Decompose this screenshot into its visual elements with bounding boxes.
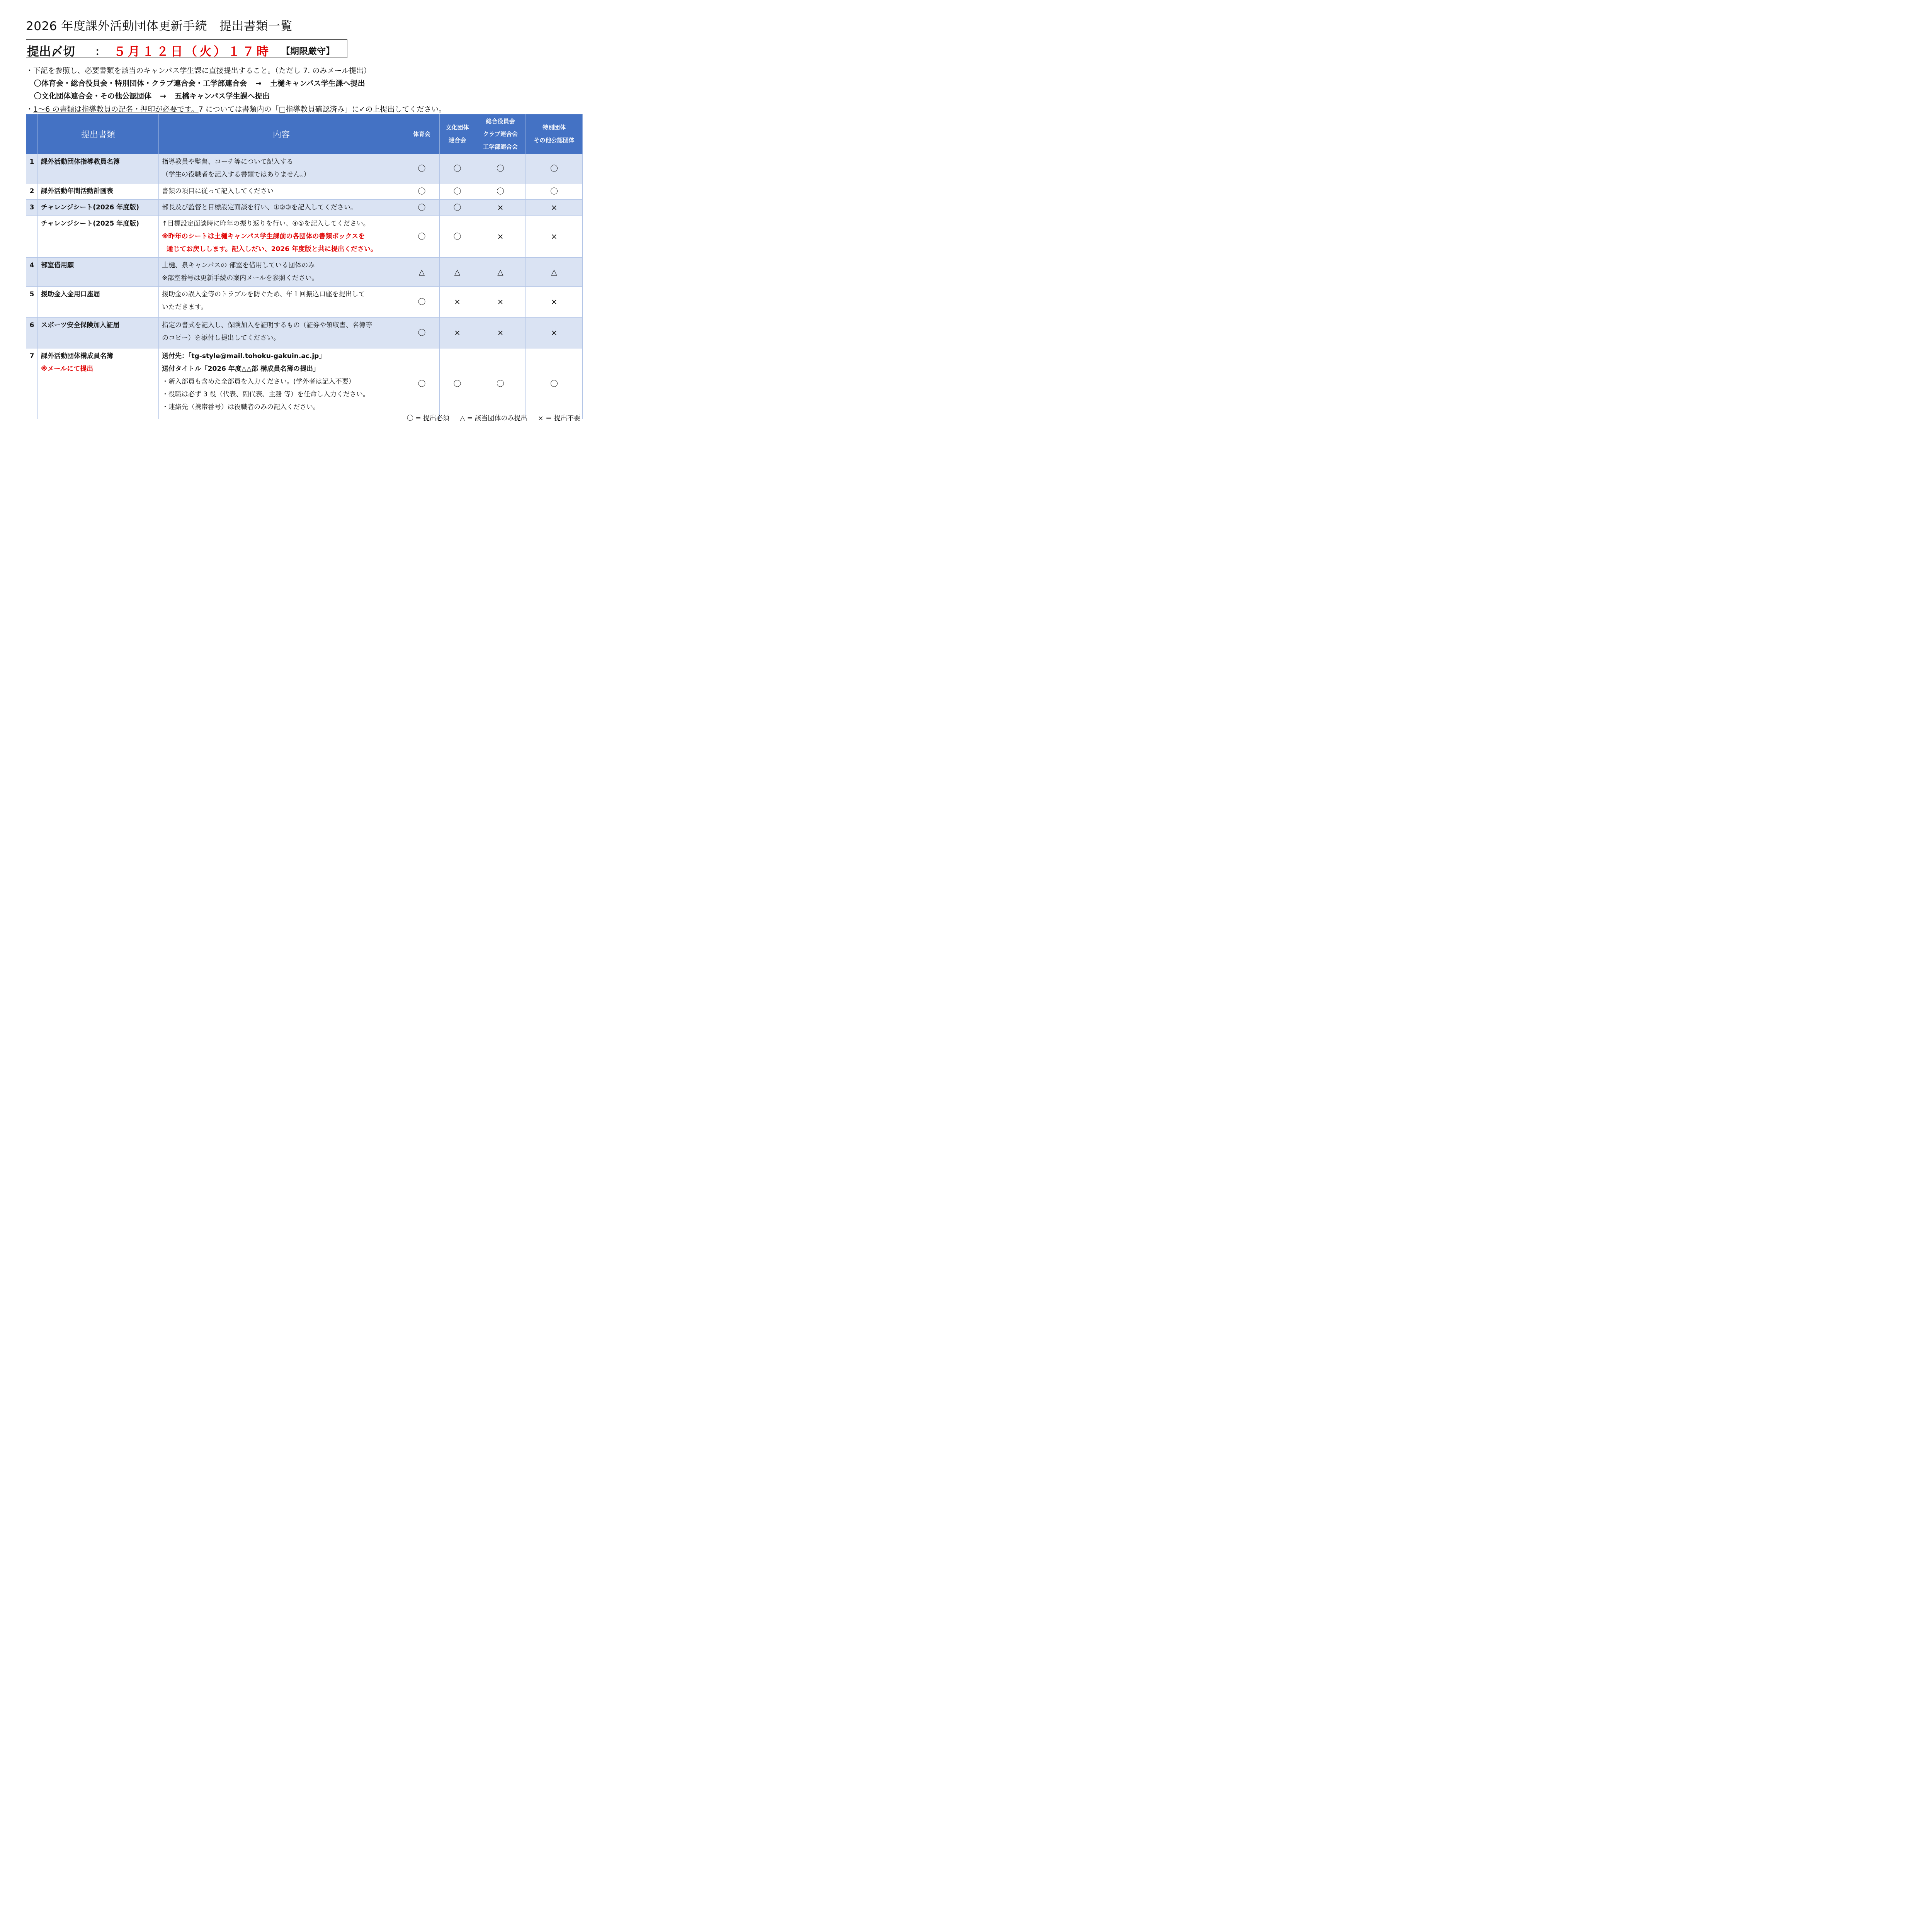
row-number: 6 (26, 318, 38, 348)
mark-tokubetsu: 〇 (526, 154, 583, 183)
seal-requirement-note: 1～6 の書類は指導教員の記名・押印が必要です。 (33, 105, 199, 114)
table-row (26, 216, 583, 258)
mark-bunka: 〇 (440, 216, 475, 258)
mark-sogo: × (475, 287, 526, 318)
table-header-row (26, 114, 583, 154)
legend-conditional: △ = 該当団体のみ提出 (460, 415, 527, 422)
document-name: スポーツ安全保険加入証届 (38, 318, 159, 348)
itsutsubashi-destination: 五橋キャンパス学生課へ提出 (174, 92, 270, 100)
row-number: 7 (26, 348, 38, 419)
mark-taiikukai: 〇 (404, 216, 440, 258)
header-tokubetsu: 特別団体 その他公認団体 (526, 114, 583, 154)
document-name: 援助金入金用口座届 (38, 287, 159, 318)
instruction-line-3 (34, 90, 270, 101)
header-document: 提出書類 (38, 114, 159, 154)
document-name: 課外活動団体指導教員名簿 (38, 154, 159, 183)
instruction-line-1: ・下記を参照し、必要書類を該当のキャンパス学生課に直接提出すること。（ただし 7. のみメール提出） (26, 66, 371, 75)
deadline-date: ５月１２日（火）１７時 (114, 45, 271, 59)
row-number: 1 (26, 154, 38, 183)
itsutsubashi-groups: 〇文化団体連合会・その他公認団体 (34, 92, 152, 100)
table-row (26, 200, 583, 216)
document-content: 部長及び監督と目標設定面談を行い、①②③を記入してください。 (159, 200, 404, 216)
table-row (26, 258, 583, 287)
mark-sogo: △ (475, 258, 526, 287)
header-number (26, 114, 38, 154)
mark-sogo: 〇 (475, 183, 526, 200)
header-sogo: 総合役員会 クラブ連合会 工学部連合会 (475, 114, 526, 154)
mark-bunka: 〇 (440, 200, 475, 216)
mark-tokubetsu: 〇 (526, 183, 583, 200)
table-row (26, 183, 583, 200)
deadline-note: 【期限厳守】 (281, 46, 335, 56)
document-name: チャレンジシート(2025 年度版) (38, 216, 159, 258)
document-content: 書類の項目に従って記入してください (159, 183, 404, 200)
mark-sogo: × (475, 216, 526, 258)
instruction-line-4: ・1～6 の書類は指導教員の記名・押印が必要です。7 については書類内の「□指導教員確認済み」に✓の上提出してください。 (26, 105, 446, 114)
row-number (26, 216, 38, 258)
header-bunka: 文化団体 連合会 (440, 114, 475, 154)
mark-tokubetsu: × (526, 318, 583, 348)
mark-taiikukai: △ (404, 258, 440, 287)
mark-tokubetsu: 〇 (526, 348, 583, 419)
email-checkbox-note: 7 については書類内の「□指導教員確認済み」に✓の上提出してください。 (198, 105, 446, 114)
deadline-box (26, 39, 347, 58)
mark-tokubetsu: × (526, 216, 583, 258)
tsuchitoi-groups: 〇体育会・総合役員会・特別団体・クラブ連合会・工学部連合会 (34, 79, 247, 88)
documents-table (26, 114, 583, 419)
arrow-icon: → (160, 92, 166, 100)
mark-sogo: × (475, 200, 526, 216)
deadline-label: 提出〆切 (27, 45, 75, 59)
mark-sogo: 〇 (475, 154, 526, 183)
deadline-colon: ： (95, 46, 105, 58)
header-taiikukai: 体育会 (404, 114, 440, 154)
mark-taiikukai: 〇 (404, 287, 440, 318)
mark-bunka: 〇 (440, 154, 475, 183)
row-number: 5 (26, 287, 38, 318)
instruction-line-2 (34, 78, 365, 88)
row-number: 3 (26, 200, 38, 216)
tsuchitoi-destination: 土樋キャンパス学生課へ提出 (270, 79, 365, 88)
page-title: 2026 年度課外活動団体更新手続 提出書類一覧 (26, 19, 293, 33)
mark-bunka: × (440, 287, 475, 318)
table-row (26, 154, 583, 183)
document-content: 指定の書式を記入し、保険加入を証明するもの（証券や領収書、名簿等 のコピー）を添付し提出してください。 (159, 318, 404, 348)
document-content: 土樋、泉キャンパスの 部室を借用している団体のみ ※部室番号は更新手続の案内メールを参照ください。 (159, 258, 404, 287)
mark-tokubetsu: × (526, 287, 583, 318)
document-content: 送付先：「tg-style@mail.tohoku-gakuin.ac.jp」 送付タイトル「2026 年度△△部 構成員名簿の提出」 ・新入部員も含めた全部員を入力ください。(学外者は記入不要） ・役職は必ず 3 役（代表、副代表、主務 等）を任命し入力ください。 ・連絡先（携帯番号）は役職者のみの記入ください。 (159, 348, 404, 419)
mark-taiikukai: 〇 (404, 183, 440, 200)
mark-bunka: △ (440, 258, 475, 287)
table-row (26, 318, 583, 348)
mark-taiikukai: 〇 (404, 154, 440, 183)
mark-sogo: 〇 (475, 348, 526, 419)
email-address: 送付先：「tg-style@mail.tohoku-gakuin.ac.jp」 (162, 352, 326, 360)
legend-required: 〇 = 提出必須 (406, 415, 449, 422)
document-name: 課外活動年間活動計画表 (38, 183, 159, 200)
mark-tokubetsu: × (526, 200, 583, 216)
document-content: 援助金の誤入金等のトラブルを防ぐため、年１回振込口座を提出して いただきます。 (159, 287, 404, 318)
mark-taiikukai: 〇 (404, 318, 440, 348)
legend-not-required: × ＝ 提出不要 (537, 415, 580, 422)
document-name: 課外活動団体構成員名簿 ※メールにて提出 (38, 348, 159, 419)
row-number: 2 (26, 183, 38, 200)
email-submission-note: ※メールにて提出 (41, 365, 94, 373)
table-row (26, 287, 583, 318)
row-number: 4 (26, 258, 38, 287)
mark-bunka: 〇 (440, 348, 475, 419)
legend (398, 413, 580, 422)
mark-sogo: × (475, 318, 526, 348)
document-name: 部室借用願 (38, 258, 159, 287)
email-subject: 送付タイトル「2026 年度△△部 構成員名簿の提出」 (162, 365, 320, 373)
mark-bunka: × (440, 318, 475, 348)
document-content: ↑目標設定面談時に昨年の振り返りを行い、④⑤を記入してください。 ※昨年のシートは土樋キャンパス学生課前の各団体の書類ボックスを 通じてお戻しします。記入しだい、2026 年度版と共に提出ください。 (159, 216, 404, 258)
header-content: 内容 (159, 114, 404, 154)
document-content: 指導教員や監督、コーチ等について記入する （学生の役職者を記入する書類ではありません。） (159, 154, 404, 183)
mark-tokubetsu: △ (526, 258, 583, 287)
table-row (26, 348, 583, 419)
document-name: チャレンジシート(2026 年度版) (38, 200, 159, 216)
mark-taiikukai: 〇 (404, 348, 440, 419)
arrow-icon: → (255, 79, 262, 88)
mark-bunka: 〇 (440, 183, 475, 200)
mark-taiikukai: 〇 (404, 200, 440, 216)
